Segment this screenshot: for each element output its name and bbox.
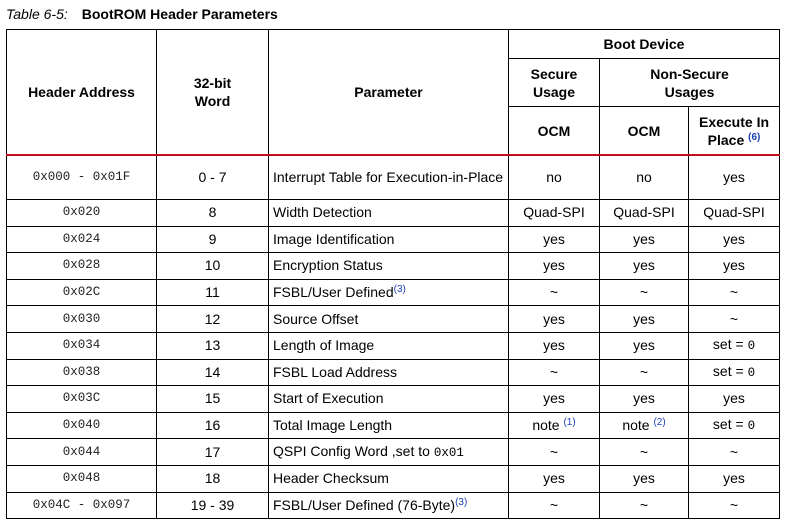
nonsecure-ocm-cell xyxy=(600,332,689,359)
parameter-cell xyxy=(269,439,509,466)
nonsecure-ocm-value: ~ xyxy=(639,496,649,513)
parameter-column: Parameter xyxy=(269,30,509,156)
execute-in-place-value: set = xyxy=(712,362,748,379)
table-row xyxy=(7,279,780,306)
secure-ocm-cell xyxy=(509,226,600,253)
nonsecure-ocm-cell xyxy=(600,155,689,200)
secure-ocm-cell xyxy=(509,386,600,413)
secure-ocm-cell xyxy=(509,155,600,200)
footnote-ref: (3) xyxy=(393,284,406,296)
word-value: 10 xyxy=(204,257,221,274)
execute-in-place-value: set = xyxy=(712,336,748,353)
parameter-cell xyxy=(269,200,509,227)
execute-in-place-value: ~ xyxy=(729,310,739,327)
execute-in-place-code: 0 xyxy=(747,339,756,354)
secure-ocm-value: ~ xyxy=(549,443,559,460)
parameter-name: Interrupt Table for Execution-in-Place xyxy=(273,169,504,185)
table-row xyxy=(7,155,780,200)
nonsecure-ocm-cell xyxy=(600,226,689,253)
word-value: 19 - 39 xyxy=(190,496,235,513)
address-value: 0x038 xyxy=(62,364,101,379)
header-address-cell xyxy=(7,439,157,466)
word-cell xyxy=(157,155,269,200)
secure-usage-label: Secure Usage xyxy=(530,65,578,100)
secure-ocm-value: ~ xyxy=(549,363,559,380)
table-row xyxy=(7,492,780,519)
word-value: 11 xyxy=(205,284,220,301)
word-cell xyxy=(157,492,269,519)
word-value: 13 xyxy=(204,337,221,354)
execute-in-place-cell xyxy=(689,386,780,413)
address-value: 0x020 xyxy=(62,205,101,220)
execute-in-place-value: yes xyxy=(723,257,745,274)
table-row xyxy=(7,332,780,359)
execute-in-place-cell xyxy=(689,279,780,306)
execute-in-place-value: yes xyxy=(723,470,745,487)
secure-ocm-cell xyxy=(509,359,600,386)
word-value: 9 xyxy=(208,230,217,247)
address-value: 0x048 xyxy=(62,471,101,486)
footnote-ref: (6) xyxy=(748,131,761,143)
header-address-cell xyxy=(7,200,157,227)
execute-in-place-value: yes xyxy=(723,230,745,247)
header-address-cell xyxy=(7,412,157,439)
word-cell xyxy=(157,279,269,306)
execute-in-place-code: 0 xyxy=(747,365,756,380)
word-cell xyxy=(157,465,269,492)
nonsecure-ocm-cell xyxy=(600,200,689,227)
word-cell xyxy=(157,332,269,359)
parameter-code: 0x01 xyxy=(433,445,464,460)
secure-ocm-value: yes xyxy=(543,310,565,327)
parameter-name: FSBL Load Address xyxy=(273,363,398,380)
address-value: 0x03C xyxy=(62,391,101,406)
secure-usage-header xyxy=(509,59,600,107)
address-value: 0x030 xyxy=(62,311,101,326)
secure-ocm-value: Quad-SPI xyxy=(523,204,585,221)
nonsecure-ocm-value: Quad-SPI xyxy=(613,204,675,221)
execute-in-place-cell xyxy=(689,306,780,333)
table-caption xyxy=(6,5,278,23)
execute-in-place-cell xyxy=(689,439,780,466)
table-number: Table 6-5: xyxy=(6,6,68,22)
footnote-ref: (2) xyxy=(653,417,666,429)
execute-in-place-cell xyxy=(689,332,780,359)
parameter-name: Length of Image xyxy=(273,337,375,354)
secure-ocm-value: ~ xyxy=(549,496,559,513)
word-value: 14 xyxy=(204,363,221,380)
parameter-name: Width Detection xyxy=(273,204,372,221)
word-cell xyxy=(157,412,269,439)
nonsecure-ocm-value: yes xyxy=(633,310,655,327)
secure-ocm-value: no xyxy=(546,169,562,185)
table-row xyxy=(7,306,780,333)
execute-in-place-header xyxy=(689,107,780,156)
address-value: 0x04C - 0x097 xyxy=(32,497,131,512)
header-address-cell xyxy=(7,253,157,280)
nonsecure-ocm-cell xyxy=(600,386,689,413)
secure-ocm-cell xyxy=(509,200,600,227)
execute-in-place-value: yes xyxy=(723,390,745,407)
parameter-name: Source Offset xyxy=(273,310,359,327)
word-value: 18 xyxy=(204,470,221,487)
nonsecure-ocm-value: note xyxy=(622,417,654,434)
footnote-ref: (1) xyxy=(563,417,576,429)
nonsecure-ocm-cell xyxy=(600,465,689,492)
execute-in-place-label: Execute In Place xyxy=(698,113,770,148)
secure-ocm-cell xyxy=(509,332,600,359)
word-cell xyxy=(157,386,269,413)
secure-ocm-value: note xyxy=(532,417,564,434)
table-row xyxy=(7,412,780,439)
secure-ocm-value: yes xyxy=(543,337,565,354)
execute-in-place-cell xyxy=(689,200,780,227)
nonsecure-ocm-value: ~ xyxy=(639,363,649,380)
parameter-cell xyxy=(269,386,509,413)
non-secure-usages-label: Non-Secure Usages xyxy=(650,65,729,100)
table-row xyxy=(7,439,780,466)
header-address-cell xyxy=(7,226,157,253)
nonsecure-ocm-cell xyxy=(600,253,689,280)
word-cell xyxy=(157,200,269,227)
execute-in-place-cell xyxy=(689,465,780,492)
nonsecure-ocm-cell xyxy=(600,279,689,306)
execute-in-place-value: ~ xyxy=(729,284,739,301)
parameter-name: FSBL/User Defined xyxy=(273,284,394,301)
nonsecure-ocm-value: yes xyxy=(633,257,655,274)
table-row xyxy=(7,226,780,253)
nonsecure-ocm-cell xyxy=(600,306,689,333)
parameter-cell xyxy=(269,332,509,359)
header-address-column: Header Address xyxy=(7,30,157,156)
secure-ocm-cell xyxy=(509,279,600,306)
execute-in-place-value: ~ xyxy=(729,496,739,513)
word-value: 8 xyxy=(208,204,217,221)
word-cell xyxy=(157,359,269,386)
execute-in-place-cell xyxy=(689,359,780,386)
word-cell xyxy=(157,439,269,466)
ocm-nonsecure-header: OCM xyxy=(600,107,689,156)
header-address-cell xyxy=(7,155,157,200)
parameter-cell xyxy=(269,306,509,333)
table-row xyxy=(7,200,780,227)
nonsecure-ocm-value: yes xyxy=(633,337,655,354)
secure-ocm-value: yes xyxy=(543,470,565,487)
parameter-name: FSBL/User Defined (76-Byte) xyxy=(273,496,456,513)
secure-ocm-cell xyxy=(509,492,600,519)
header-address-cell xyxy=(7,359,157,386)
nonsecure-ocm-value: ~ xyxy=(639,284,649,301)
nonsecure-ocm-value: no xyxy=(636,169,652,185)
parameter-name: QSPI Config Word ,set to xyxy=(273,442,434,459)
header-address-cell xyxy=(7,465,157,492)
address-value: 0x044 xyxy=(62,444,101,459)
word-cell xyxy=(157,253,269,280)
execute-in-place-cell xyxy=(689,253,780,280)
secure-ocm-cell xyxy=(509,253,600,280)
parameter-name: Total Image Length xyxy=(273,417,393,434)
word-value: 12 xyxy=(204,310,221,327)
execute-in-place-cell xyxy=(689,492,780,519)
address-value: 0x028 xyxy=(62,258,101,273)
word-value: 0 - 7 xyxy=(198,169,227,185)
secure-ocm-cell xyxy=(509,306,600,333)
word-value: 17 xyxy=(204,443,221,460)
header-address-cell xyxy=(7,332,157,359)
header-address-cell xyxy=(7,386,157,413)
nonsecure-ocm-value: yes xyxy=(633,230,655,247)
word-column-label: 32-bit Word xyxy=(193,75,232,109)
non-secure-usages-header xyxy=(600,59,780,107)
execute-in-place-cell xyxy=(689,412,780,439)
secure-ocm-value: yes xyxy=(543,390,565,407)
nonsecure-ocm-cell xyxy=(600,412,689,439)
ocm-secure-header: OCM xyxy=(509,107,600,156)
header-address-cell xyxy=(7,492,157,519)
word-cell xyxy=(157,306,269,333)
address-value: 0x034 xyxy=(62,338,101,353)
parameter-cell xyxy=(269,412,509,439)
nonsecure-ocm-cell xyxy=(600,492,689,519)
word-cell xyxy=(157,226,269,253)
parameter-name: Encryption Status xyxy=(273,257,383,274)
address-value: 0x000 - 0x01F xyxy=(32,170,131,184)
table-title: BootROM Header Parameters xyxy=(81,6,278,22)
parameter-name: Header Checksum xyxy=(273,470,389,487)
execute-in-place-cell xyxy=(689,226,780,253)
parameter-name: Start of Execution xyxy=(273,390,384,407)
word-value: 15 xyxy=(204,390,221,407)
execute-in-place-cell xyxy=(689,155,780,200)
word-column xyxy=(157,30,269,156)
secure-ocm-value: ~ xyxy=(549,284,559,301)
parameter-cell xyxy=(269,492,509,519)
nonsecure-ocm-value: yes xyxy=(633,390,655,407)
secure-ocm-value: yes xyxy=(543,230,565,247)
nonsecure-ocm-value: ~ xyxy=(639,443,649,460)
parameter-cell xyxy=(269,359,509,386)
secure-ocm-cell xyxy=(509,465,600,492)
header-address-cell xyxy=(7,306,157,333)
address-value: 0x024 xyxy=(62,231,101,246)
secure-ocm-value: yes xyxy=(543,257,565,274)
header-address-cell xyxy=(7,279,157,306)
address-value: 0x02C xyxy=(62,285,101,300)
parameter-cell xyxy=(269,465,509,492)
table-row xyxy=(7,253,780,280)
nonsecure-ocm-value: yes xyxy=(633,470,655,487)
boot-device-header: Boot Device xyxy=(509,30,780,59)
parameter-cell xyxy=(269,226,509,253)
address-value: 0x040 xyxy=(62,418,101,433)
footnote-ref: (3) xyxy=(455,496,468,508)
execute-in-place-value: yes xyxy=(723,169,745,185)
execute-in-place-value: set = xyxy=(712,416,748,433)
table-row xyxy=(7,465,780,492)
bootrom-header-table xyxy=(6,29,780,519)
execute-in-place-value: ~ xyxy=(729,443,739,460)
execute-in-place-code: 0 xyxy=(747,419,756,434)
table-row xyxy=(7,386,780,413)
secure-ocm-cell xyxy=(509,439,600,466)
parameter-cell xyxy=(269,253,509,280)
nonsecure-ocm-cell xyxy=(600,439,689,466)
word-value: 16 xyxy=(204,417,221,434)
secure-ocm-cell xyxy=(509,412,600,439)
table-row xyxy=(7,359,780,386)
parameter-cell xyxy=(269,279,509,306)
parameter-name: Image Identification xyxy=(273,230,395,247)
nonsecure-ocm-cell xyxy=(600,359,689,386)
execute-in-place-value: Quad-SPI xyxy=(703,204,765,221)
parameter-cell xyxy=(269,155,509,200)
